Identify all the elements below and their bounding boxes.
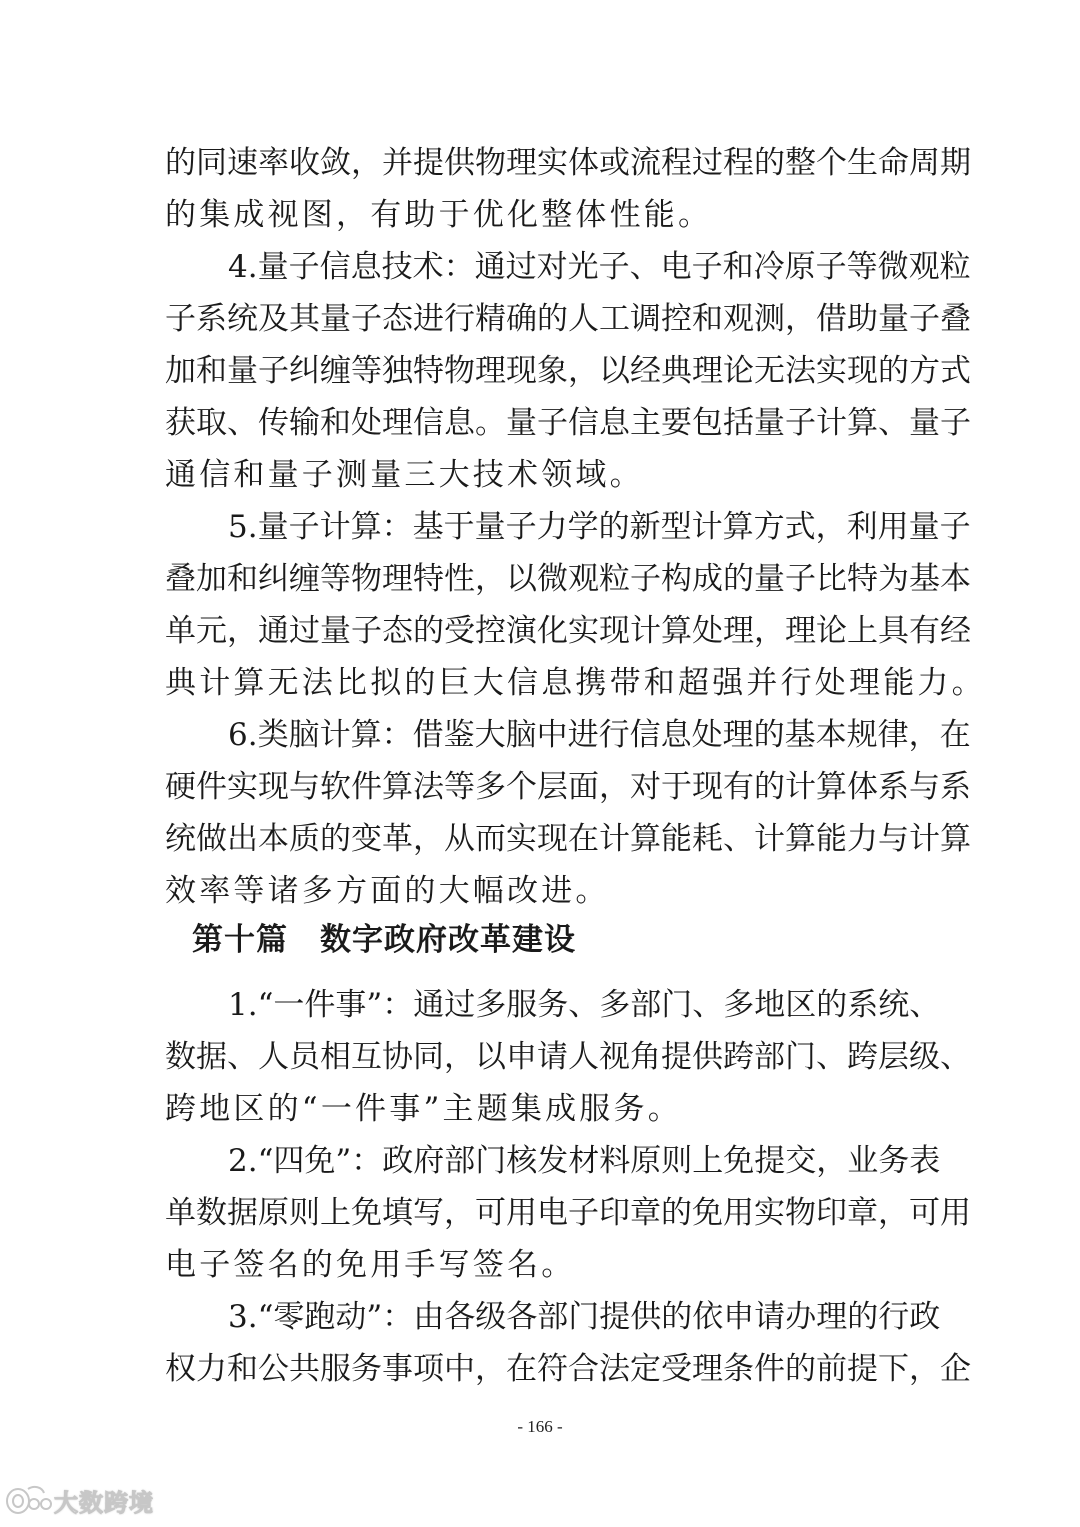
watermark xyxy=(4,1480,154,1520)
watermark-text: 大数跨境 xyxy=(54,1488,154,1517)
body-line: 通信和量子测量三大技术领域。 xyxy=(165,457,644,493)
body-line: 的集成视图，有助于优化整体性能。 xyxy=(165,197,713,233)
item-6-first-line: 6.类脑计算：借鉴大脑中进行信息处理的基本规律，在 xyxy=(228,717,971,753)
page-number: - 166 - xyxy=(517,1417,563,1436)
body-line: 典计算无法比拟的巨大信息携带和超强并行处理能力。 xyxy=(165,665,986,701)
item-4-first-line: 4.量子信息技术：通过对光子、电子和冷原子等微观粒 xyxy=(228,249,971,285)
body-line: 硬件实现与软件算法等多个层面，对于现有的计算体系与系 xyxy=(165,769,971,805)
body-line: 效率等诸多方面的大幅改进。 xyxy=(165,873,610,909)
body-line: 电子签名的免用手写签名。 xyxy=(165,1247,576,1283)
section-item-2-first-line: 2.“四免”：政府部门核发材料原则上免提交，业务表 xyxy=(228,1143,941,1179)
body-line: 权力和公共服务事项中，在符合法定受理条件的前提下，企 xyxy=(165,1351,971,1387)
section-item-3-first-line: 3.“零跑动”：由各级各部门提供的依申请办理的行政 xyxy=(228,1299,941,1335)
body-line: 统做出本质的变革，从而实现在计算能耗、计算能力与计算 xyxy=(165,821,971,857)
body-line: 单数据原则上免填写，可用电子印章的免用实物印章，可用 xyxy=(165,1195,971,1231)
body-line: 的同速率收敛，并提供物理实体或流程过程的整个生命周期 xyxy=(165,145,971,181)
body-line: 跨地区的“一件事”主题集成服务。 xyxy=(165,1091,682,1127)
body-line: 单元，通过量子态的受控演化实现计算处理，理论上具有经 xyxy=(165,613,971,649)
sogou-style-logo-icon xyxy=(4,1483,52,1517)
body-line: 叠加和纠缠等物理特性，以微观粒子构成的量子比特为基本 xyxy=(165,561,971,597)
body-line: 获取、传输和处理信息。量子信息主要包括量子计算、量子 xyxy=(165,405,971,441)
body-line: 子系统及其量子态进行精确的人工调控和观测，借助量子叠 xyxy=(165,301,971,337)
section-item-1-first-line: 1.“一件事”：通过多服务、多部门、多地区的系统、 xyxy=(228,987,941,1023)
body-line: 加和量子纠缠等独特物理现象，以经典理论无法实现的方式 xyxy=(165,353,971,389)
section-heading: 第十篇 数字政府改革建设 xyxy=(192,922,576,958)
body-line: 数据、人员相互协同，以申请人视角提供跨部门、跨层级、 xyxy=(165,1039,971,1075)
item-5-first-line: 5.量子计算：基于量子力学的新型计算方式，利用量子 xyxy=(228,509,971,545)
